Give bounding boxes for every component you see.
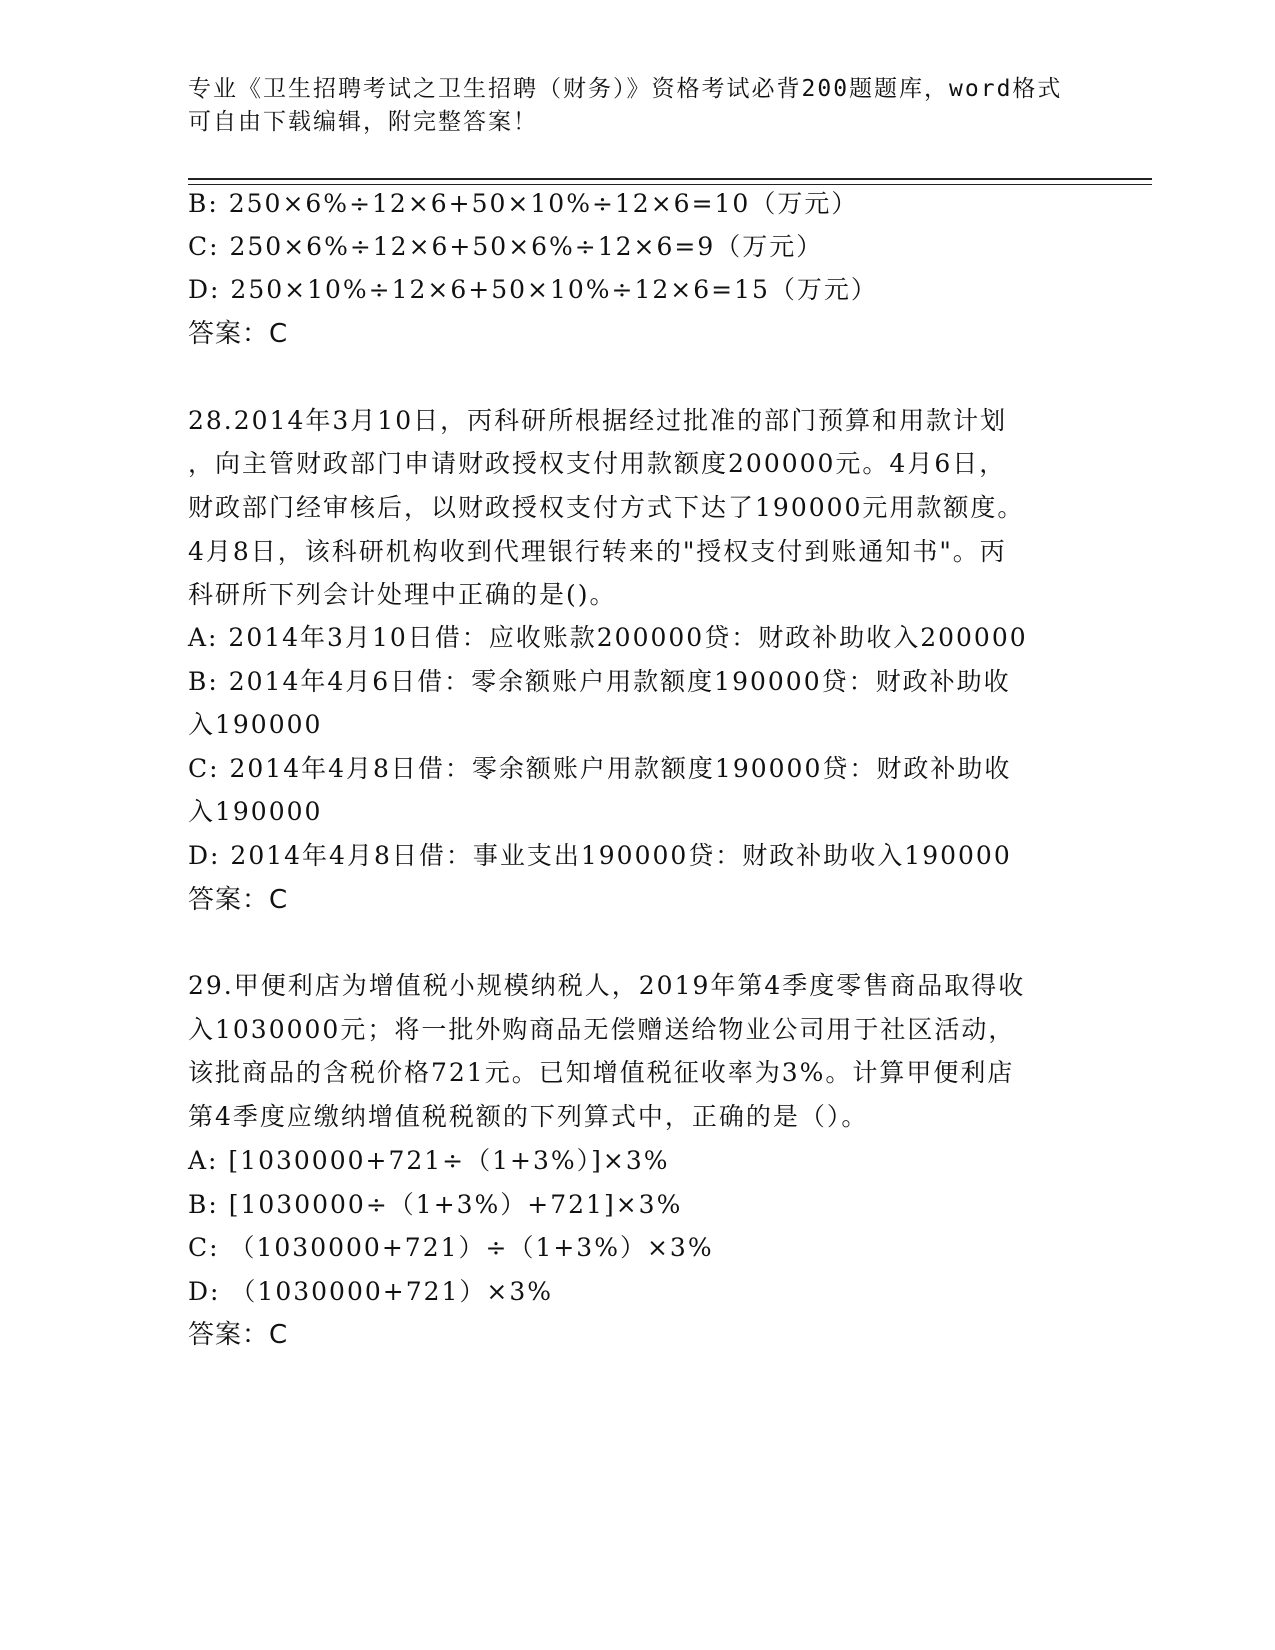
q28-stem-line: 财政部门经审核后，以财政授权支付方式下达了190000元用款额度。 — [188, 493, 1025, 522]
header-line-2: 可自由下载编辑，附完整答案！ — [188, 109, 538, 135]
q29-option-d: D: （1030000+721）×3% — [188, 1277, 554, 1306]
q29-stem-line: 29.甲便利店为增值税小规模纳税人，2019年第4季度零售商品取得收 — [188, 971, 1026, 1000]
q28-option-a: A: 2014年3月10日借：应收账款200000贷：财政补助收入200000 — [188, 623, 1028, 652]
q28-stem-line: 28.2014年3月10日，丙科研所根据经过批准的部门预算和用款计划 — [188, 406, 1008, 435]
q28-option-d: D: 2014年4月8日借：事业支出190000贷：财政补助收入190000 — [188, 841, 1012, 870]
q27-option-d: D: 250×10%÷12×6+50×10%÷12×6=15（万元） — [188, 275, 878, 304]
q28-stem-line: 4月8日，该科研机构收到代理银行转来的"授权支付到账通知书"。丙 — [188, 537, 1007, 566]
header-line-1: 专业《卫生招聘考试之卫生招聘（财务）》资格考试必背200题题库，word格式 — [188, 76, 1063, 102]
q29-option-c: C: （1030000+721）÷（1+3%）×3% — [188, 1233, 714, 1262]
q29-option-a: A: [1030000+721÷（1+3%）]×3% — [188, 1146, 670, 1175]
document-header — [188, 73, 1088, 139]
q28-stem-line: ，向主管财政部门申请财政授权支付用款额度200000元。4月6日， — [188, 449, 1007, 478]
q29-stem-line: 第4季度应缴纳增值税税额的下列算式中，正确的是（）。 — [188, 1102, 869, 1131]
q29-stem-line: 该批商品的含税价格721元。已知增值税征收率为3%。计算甲便利店 — [188, 1058, 1015, 1087]
header-divider-thin — [188, 184, 1152, 185]
q28-answer: 答案：C — [188, 885, 289, 915]
q28-option-b-cont: 入190000 — [188, 710, 323, 739]
q29-answer: 答案：C — [188, 1320, 289, 1350]
q28-option-c-cont: 入190000 — [188, 797, 323, 826]
q28-option-b: B: 2014年4月6日借：零余额账户用款额度190000贷：财政补助收 — [188, 667, 1011, 696]
q27-option-b: B: 250×6%÷12×6+50×10%÷12×6=10（万元） — [188, 189, 859, 218]
q29-option-b: B: [1030000÷（1+3%）+721]×3% — [188, 1190, 683, 1219]
q28-option-c: C: 2014年4月8日借：零余额账户用款额度190000贷：财政补助收 — [188, 754, 1012, 783]
q29-stem-line: 入1030000元；将一批外购商品无偿赠送给物业公司用于社区活动， — [188, 1015, 1016, 1044]
header-divider-thick — [188, 178, 1152, 180]
q27-option-c: C: 250×6%÷12×6+50×6%÷12×6=9（万元） — [188, 232, 824, 261]
q28-stem-line: 科研所下列会计处理中正确的是()。 — [188, 580, 617, 609]
q27-answer: 答案：C — [188, 319, 289, 349]
